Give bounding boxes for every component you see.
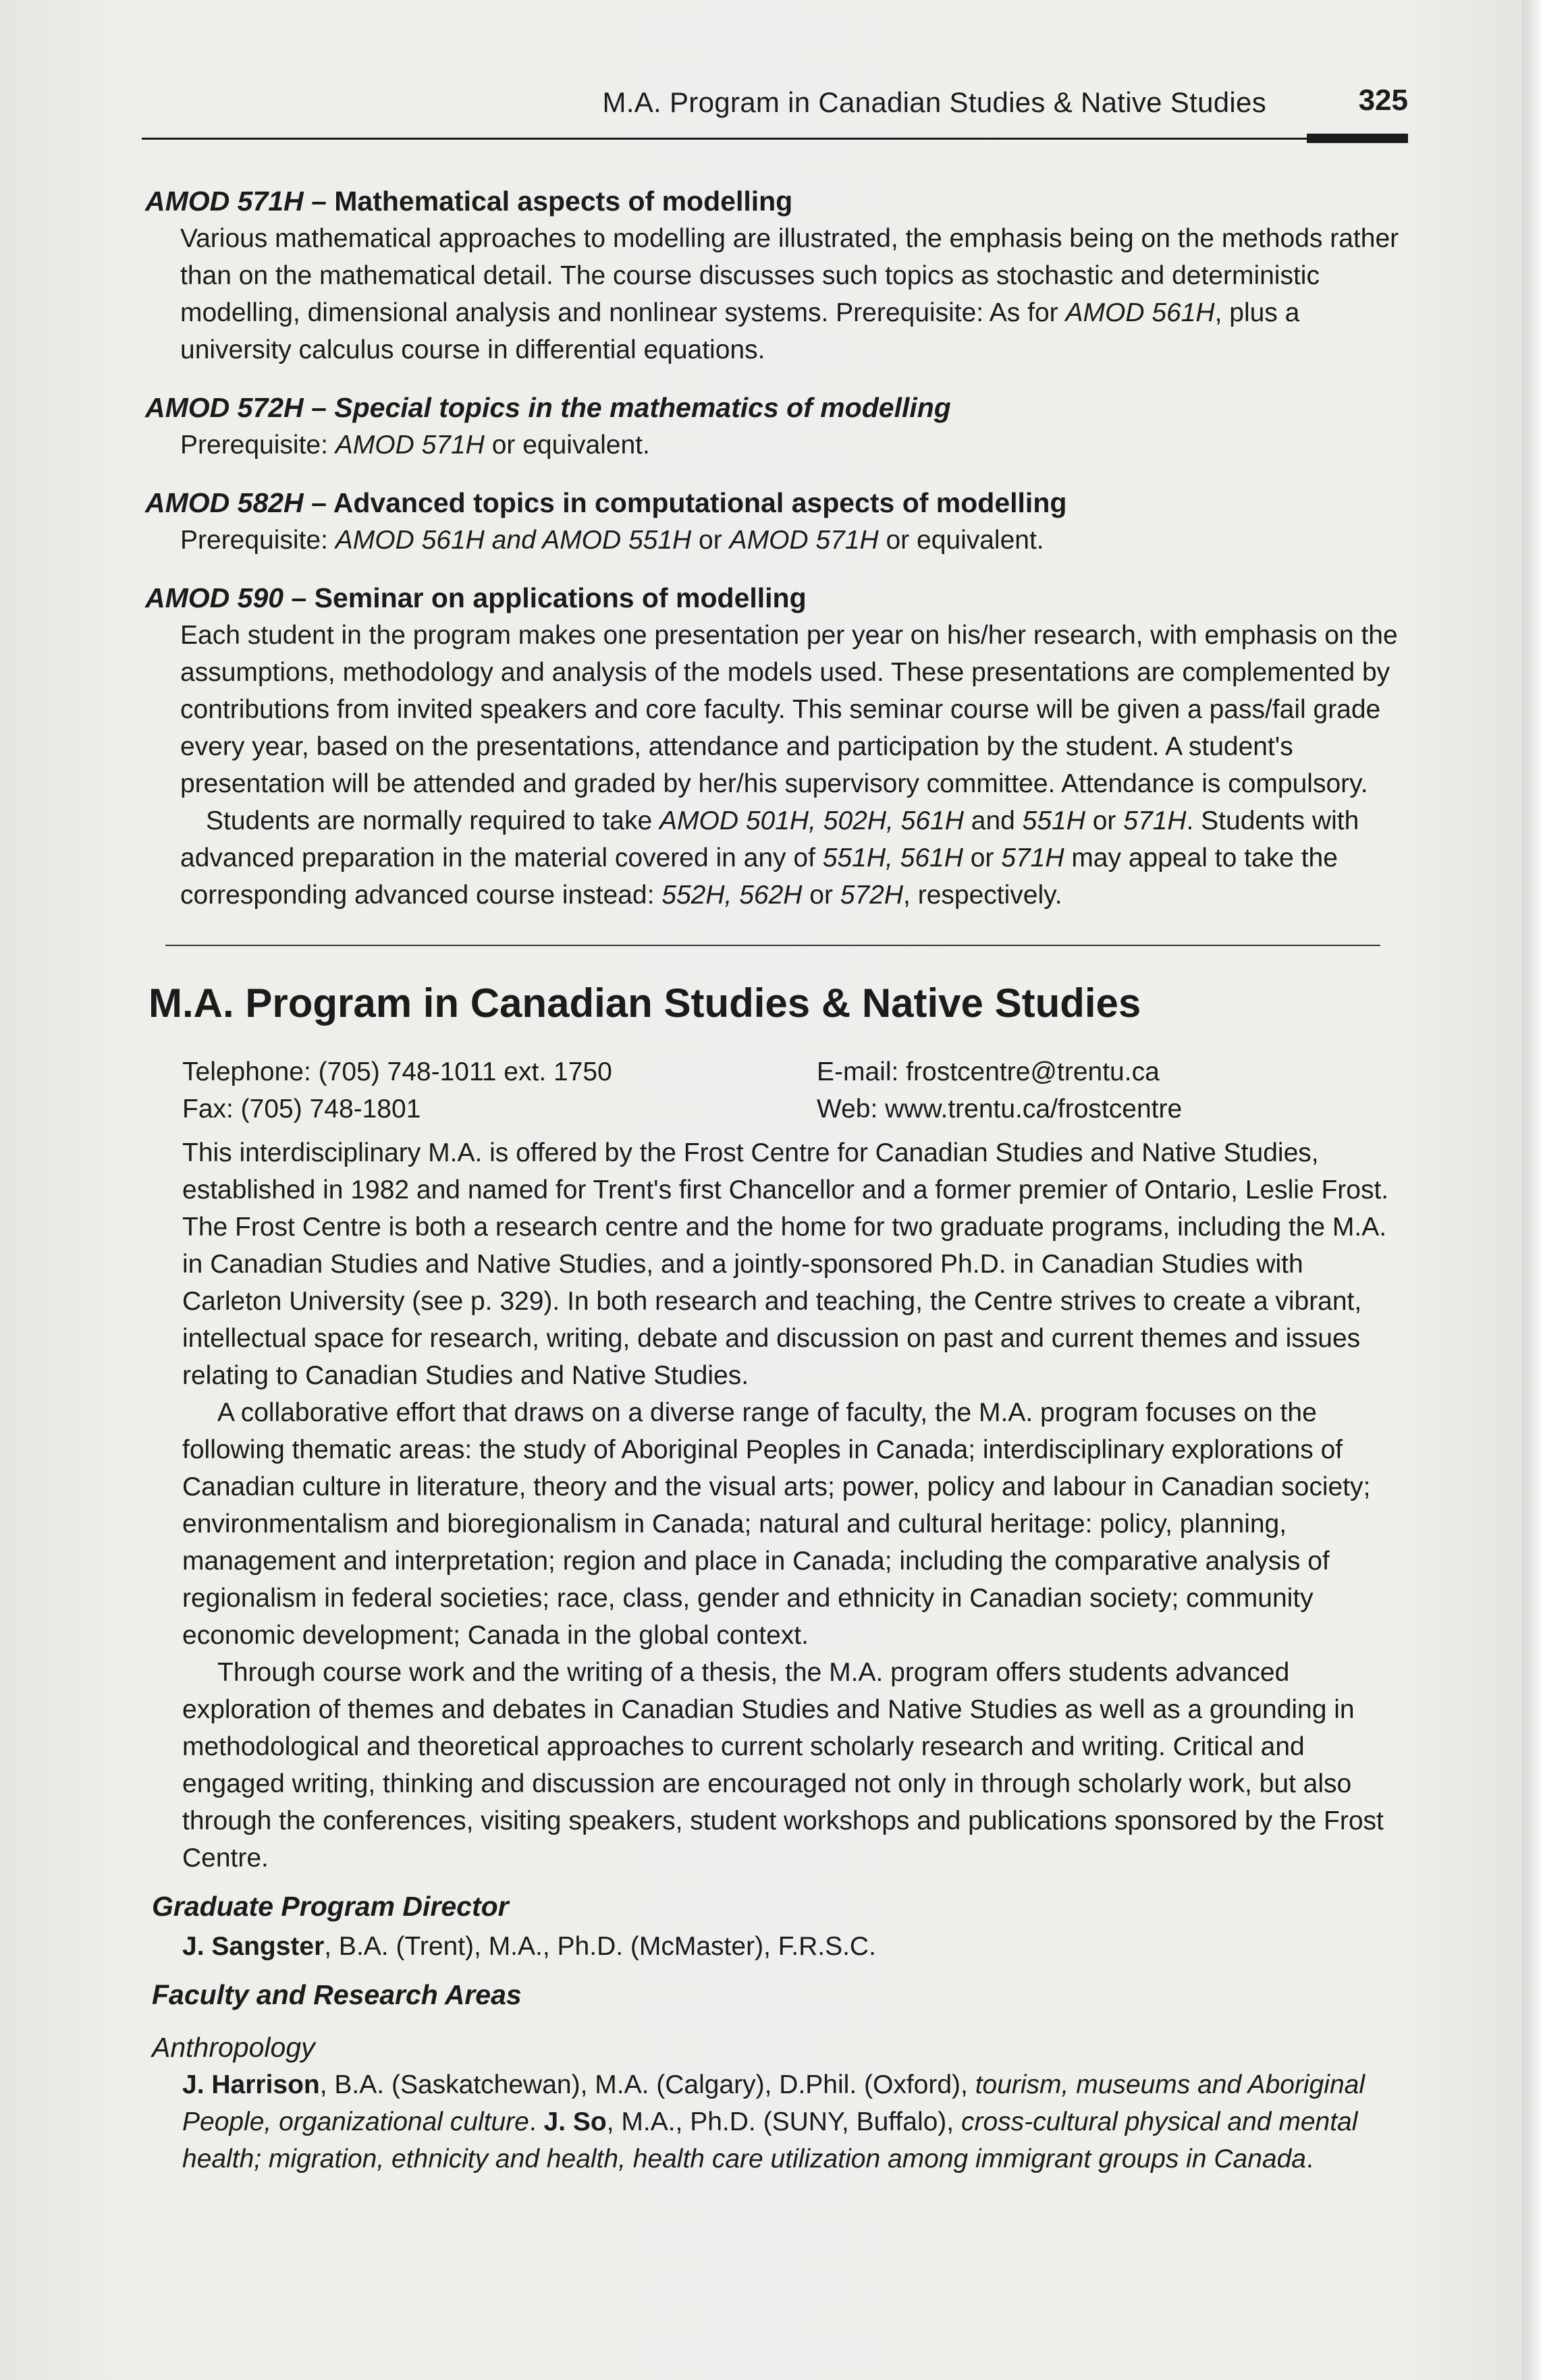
desc-text-end: , plus a university calculus course in differential equations.	[180, 298, 1300, 364]
prereq-course-ref: AMOD 571H	[335, 431, 485, 460]
course-title: Mathematical aspects of modelling	[334, 186, 793, 217]
faculty-name: J. Harrison	[182, 2070, 320, 2099]
prereq-label: Prerequisite:	[180, 526, 335, 555]
course-code: AMOD 590	[145, 582, 284, 613]
telephone: Telephone: (705) 748-1011 ext. 1750	[182, 1057, 612, 1086]
p2-text: or	[963, 843, 1002, 873]
faculty-research: cross-cultural physical and mental health; migration, ethnicity and health, health care utilization among immigrant groups in Canada	[182, 2107, 1358, 2174]
program-paragraph-2: A collaborative effort that draws on a diverse range of faculty, the M.A. program focuses on the following thematic areas: the study of Aboriginal Peoples in Canada; interdisciplinary explorations of Canadian culture in literature, theory and the visual arts; power, policy and labour in Canadian society; environmentalism and bioregionalism in Canada; natural and cultural heritage: policy, planning, management and interpretation; region and place in Canada; including the comparative analysis of regionalism in federal societies; race, class, gender and ethnicity in Canadian society; community economic development; Canada in the global context.	[182, 1398, 1371, 1650]
course-title: Seminar on applications of modelling	[314, 582, 807, 613]
course-title: Advanced topics in computational aspects of modelling	[333, 487, 1067, 518]
director-entry	[145, 1928, 1407, 1965]
p2-text: , respectively.	[903, 881, 1062, 910]
p2-text: may appeal to take the corresponding advanced course instead:	[180, 843, 1338, 910]
heading-dash: –	[303, 487, 333, 518]
course-prerequisite	[145, 522, 1407, 559]
course-description	[145, 220, 1407, 368]
prereq-text-end: or equivalent.	[878, 526, 1044, 555]
page-number: 325	[1358, 84, 1408, 117]
course-title: Special topics in the mathematics of modelling	[334, 392, 951, 423]
desc-paragraph-2	[180, 802, 1407, 914]
faculty-research: tourism, museums and Aboriginal People, organizational culture	[182, 2070, 1365, 2136]
desc-text: Various mathematical approaches to modelling are illustrated, the emphasis being on the methods rather than on the mathematical detail. The course discusses such topics as stochastic and deterministic modelling, dimensional analysis and nonlinear systems. Prerequisite: As for	[180, 224, 1399, 327]
faculty-name: J. So	[543, 2107, 607, 2136]
program-paragraph-1: This interdisciplinary M.A. is offered by the Frost Centre for Canadian Studies and Native Studies, established in 1982 and named for Trent's first Chancellor and a former premier of Ontario, Leslie Frost. The Frost Centre is both a research centre and the home for two graduate programs, including the M.A. in Canadian Studies and Native Studies, and a jointly-sponsored Ph.D. in Canadian Studies with Carleton University (see p. 329). In both research and teaching, the Centre strives to create a vibrant, intellectual space for research, writing, debate and discussion on past and current themes and issues relating to Canadian Studies and Native Studies.	[182, 1138, 1389, 1390]
faculty-credentials: , B.A. (Saskatchewan), M.A. (Calgary), D.Phil. (Oxford),	[319, 2070, 975, 2099]
director-credentials: , B.A. (Trent), M.A., Ph.D. (McMaster), F.R.S.C.	[324, 1932, 876, 1961]
contact-phone-fax	[182, 1053, 612, 1128]
email: E-mail: frostcentre@trentu.ca	[817, 1057, 1160, 1086]
director-heading: Graduate Program Director	[152, 1891, 509, 1922]
running-header	[142, 80, 1408, 147]
desc-course-ref: AMOD 561H	[1065, 298, 1215, 327]
header-rule	[142, 138, 1408, 140]
p2-course-ref: AMOD 501H, 502H, 561H	[659, 806, 964, 835]
prereq-text-end: or equivalent.	[484, 431, 650, 460]
course-prerequisite	[145, 426, 1407, 464]
fax: Fax: (705) 748-1801	[182, 1095, 421, 1124]
p2-text: or	[1085, 806, 1124, 835]
course-heading	[145, 182, 1407, 220]
faculty-list	[145, 2066, 1407, 2178]
heading-dash: –	[303, 186, 335, 217]
prereq-course-ref-2: AMOD 571H	[729, 526, 879, 555]
contact-info	[182, 1053, 1407, 1134]
p2-course-ref: 552H, 562H	[661, 881, 803, 910]
page-edge-shadow	[1522, 0, 1541, 2380]
program-description	[145, 1134, 1407, 1877]
director-name: J. Sangster	[182, 1932, 325, 1961]
section-divider	[165, 945, 1380, 946]
faculty-sep: .	[529, 2107, 544, 2136]
course-heading	[145, 484, 1407, 522]
p2-course-ref: 572H	[840, 881, 904, 910]
program-paragraph-3: Through course work and the writing of a thesis, the M.A. program offers students advanced exploration of themes and debates in Canadian Studies and Native Studies as well as a grounding in methodological and theoretical approaches to current scholarly research and writing. Critical and engaged writing, thinking and discussion are encouraged not only in through scholarly work, but also through the conferences, visiting speakers, student workshops and publications sponsored by the Frost Centre.	[182, 1658, 1384, 1873]
faculty-credentials: , M.A., Ph.D. (SUNY, Buffalo),	[606, 2107, 961, 2136]
course-code: AMOD 582H	[145, 487, 304, 518]
contact-email-web	[817, 1053, 1182, 1128]
prereq-label: Prerequisite:	[180, 431, 335, 460]
web-address: Web: www.trentu.ca/frostcentre	[817, 1095, 1183, 1124]
page-content	[145, 182, 1407, 2178]
p2-course-ref: 551H, 561H	[822, 843, 963, 873]
p2-text: . Students with advanced preparation in the material covered in any of	[180, 806, 1359, 873]
course-amod-571h	[145, 182, 1407, 368]
p2-text: Students are normally required to take	[206, 806, 660, 835]
p2-course-ref: 551H	[1022, 806, 1085, 835]
course-heading	[145, 579, 1407, 617]
p2-text: or	[802, 881, 840, 910]
heading-dash: –	[303, 392, 335, 423]
course-amod-582h	[145, 484, 1407, 559]
course-amod-572h	[145, 389, 1407, 464]
header-thumb-tab	[1307, 134, 1408, 143]
prereq-or: or	[691, 526, 730, 555]
prereq-course-ref: AMOD 561H and AMOD 551H	[335, 526, 692, 555]
course-description	[145, 617, 1407, 914]
research-area-anthropology: Anthropology	[152, 2032, 315, 2063]
faculty-sep: .	[1305, 2144, 1314, 2174]
course-code: AMOD 572H	[145, 392, 304, 423]
p2-course-ref: 571H	[1123, 806, 1187, 835]
course-heading	[145, 389, 1407, 426]
program-title: M.A. Program in Canadian Studies & Native Studies	[148, 980, 1141, 1026]
course-code: AMOD 571H	[145, 186, 304, 217]
heading-dash: –	[283, 582, 315, 613]
faculty-heading: Faculty and Research Areas	[152, 1979, 522, 2010]
course-amod-590	[145, 579, 1407, 914]
p2-course-ref: 571H	[1001, 843, 1064, 873]
p2-text: and	[963, 806, 1023, 835]
desc-paragraph-1: Each student in the program makes one presentation per year on his/her research, with emphasis on the assumptions, methodology and analysis of the models used. These presentations are complemented by contributions from invited speakers and core faculty. This seminar course will be given a pass/fail grade every year, based on the presentations, attendance and participation by the student. A student's presentation will be attended and graded by her/his supervisory committee. Attendance is compulsory.	[180, 621, 1398, 798]
running-header-title: M.A. Program in Canadian Studies & Native Studies	[602, 86, 1266, 118]
